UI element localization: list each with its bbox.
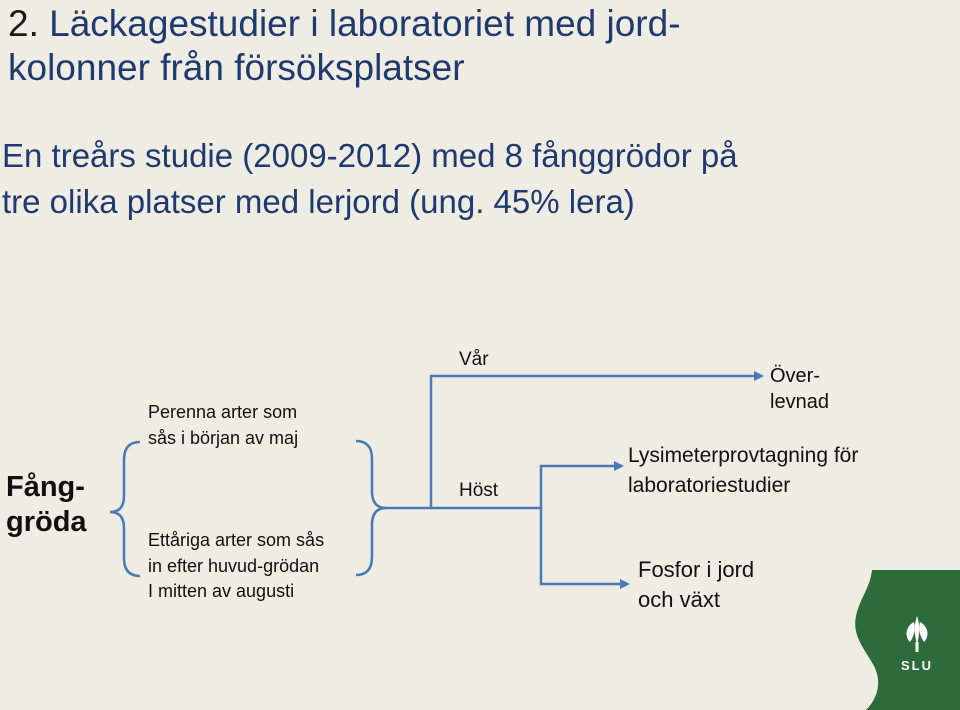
- ettariga-line2: in efter huvud-grödan: [148, 555, 320, 576]
- var-label: Vår: [459, 349, 489, 370]
- title-number: 2.: [8, 3, 39, 44]
- overlevnad-label: [770, 363, 829, 415]
- title-line2: kolonner från försöksplatser: [8, 46, 465, 88]
- ettariga-label: [148, 528, 324, 605]
- slu-logo: [848, 570, 960, 710]
- subtitle-line2: tre olika platser med lerjord (ung. 45% lera): [2, 182, 635, 220]
- lysimeter-line1: Lysimeterprovtagning för: [628, 444, 859, 467]
- fosfor-label: [638, 555, 754, 616]
- subtitle-line1: En treårs studie (2009-2012) med 8 fånggrödor på: [2, 137, 738, 174]
- perenna-line1: Perenna arter som: [148, 402, 298, 422]
- fanggroda-label: [6, 470, 87, 540]
- lysimeter-line2: laboratoriestudier: [628, 474, 791, 498]
- host-label: Höst: [459, 480, 499, 501]
- title-line1: Läckagestudier i laboratoriet med jord-: [49, 3, 681, 44]
- overlevnad-line2: levnad: [770, 391, 829, 413]
- fanggroda-line2: gröda: [6, 505, 87, 538]
- lysimeter-label: [628, 441, 858, 502]
- fosfor-line1: Fosfor i jord: [638, 557, 755, 582]
- left-brace: [110, 442, 140, 576]
- host-branch-bottom: [541, 508, 628, 584]
- overlevnad-line1: Över-: [770, 365, 820, 387]
- perenna-line2: sås i början av maj: [148, 427, 299, 448]
- perenna-label: [148, 400, 298, 451]
- fanggroda-line1: Fång-: [6, 471, 85, 503]
- ettariga-line3: I mitten av augusti: [148, 581, 295, 602]
- logo-text: SLU: [901, 658, 933, 673]
- fosfor-line2: och växt: [638, 587, 720, 613]
- ettariga-line1: Ettåriga arter som sås: [148, 530, 325, 550]
